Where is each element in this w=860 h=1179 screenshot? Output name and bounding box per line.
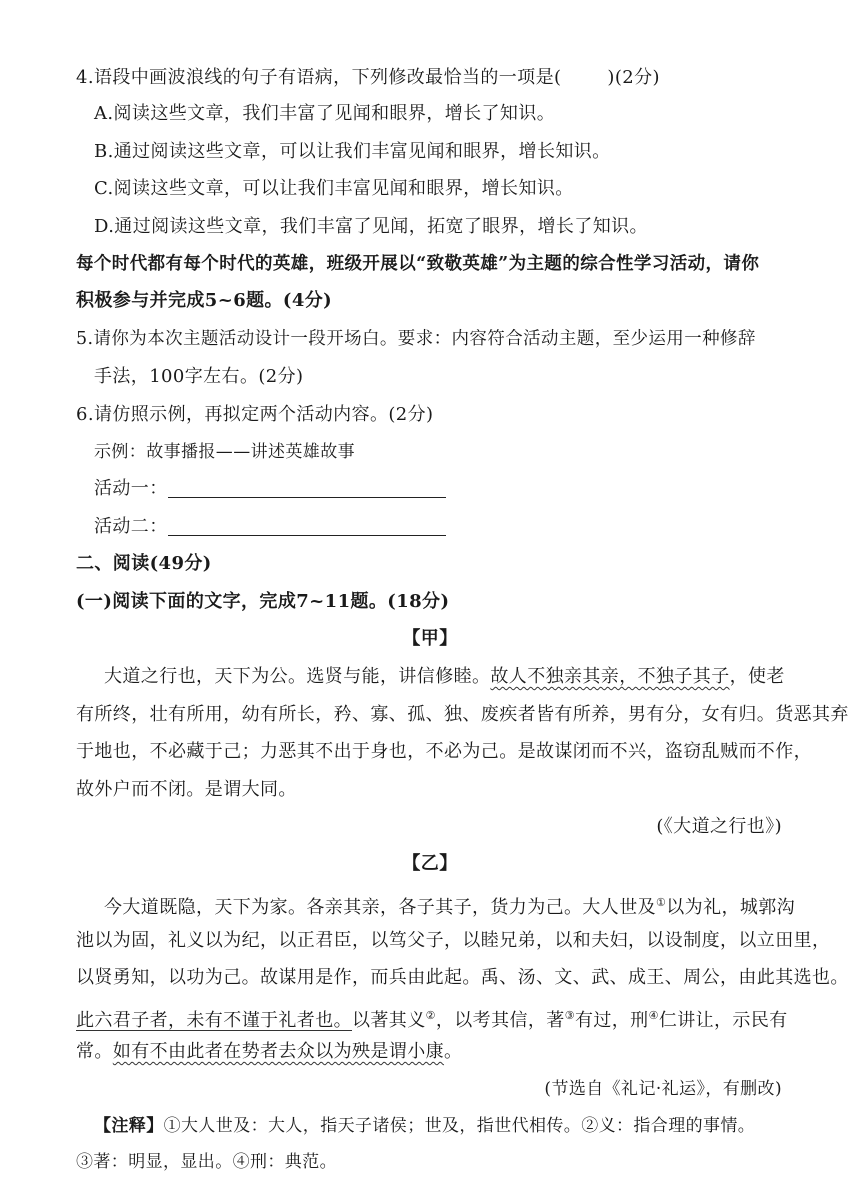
yi-line1-b: 以为礼，城郭沟 xyxy=(666,897,796,918)
yi-line4-b: 以著其义 xyxy=(352,1010,426,1031)
notes-line2: ③著：明显，显出。④刑：典范。 xyxy=(76,1152,337,1172)
yi-underlined-sentence: 此六君子者，未有不谨于礼者也。 xyxy=(76,1010,352,1031)
jia-source: (《大道之行也》) xyxy=(656,816,782,837)
yi-line2: 池以为固，礼义以为纪，以正君臣，以笃父子，以睦兄弟，以和夫妇，以设制度，以立田里， xyxy=(76,930,831,951)
activity-intro-line1: 每个时代都有每个时代的英雄，班级开展以“致敬英雄”为主题的综合性学习活动，请你 xyxy=(76,254,760,274)
jia-line1-c: ，使老 xyxy=(729,666,785,687)
q6-stem: 6.请仿照示例，再拟定两个活动内容。(2分) xyxy=(76,404,434,425)
jia-line1-a: 大道之行也，天下为公。选贤与能，讲信修睦。 xyxy=(104,666,491,687)
yi-line5-a: 常。 xyxy=(76,1041,113,1062)
yi-line5-c: 。 xyxy=(444,1041,463,1062)
note-marker-3: ③ xyxy=(564,1009,575,1022)
jia-line4: 故外户而不闭。是谓大同。 xyxy=(76,779,297,800)
jia-line1 xyxy=(104,665,785,689)
yi-line5 xyxy=(76,1040,462,1064)
section2-title: 二、阅读(49分) xyxy=(76,553,212,574)
yi-line1-a: 今大道既隐，天下为家。各亲其亲，各子其子，货力为己。大人世及 xyxy=(104,897,656,918)
q6-activity1 xyxy=(94,477,446,501)
activity2-blank[interactable] xyxy=(168,517,446,536)
jia-line2: 有所终，壮有所用，幼有所长，矜、寡、孤、独、废疾者皆有所养，男有分，女有归。货恶其弃 xyxy=(76,704,849,725)
q4-stem xyxy=(76,66,660,90)
notes-line1 xyxy=(94,1114,755,1138)
activity-intro-line2: 积极参与并完成5~6题。(4分) xyxy=(76,290,333,311)
section2-part1: (一)阅读下面的文字，完成7~11题。(18分) xyxy=(76,591,450,612)
activity1-blank[interactable] xyxy=(168,479,446,498)
q6-example: 示例：故事播报——讲述英雄故事 xyxy=(94,442,355,462)
notes-text-1: ①大人世及：大人，指天子诸侯；世及，指世代相传。②义：指合理的事情。 xyxy=(163,1116,756,1136)
activity2-label: 活动二： xyxy=(94,516,168,537)
yi-source: (节选自《礼记·礼运》，有删改) xyxy=(544,1079,782,1099)
note-marker-4: ④ xyxy=(648,1009,659,1022)
jia-heading: 【甲】 xyxy=(402,628,458,649)
q5-line1: 5.请你为本次主题活动设计一段开场白。要求：内容符合活动主题，至少运用一种修辞 xyxy=(76,329,756,349)
yi-line4 xyxy=(76,1004,788,1033)
notes-label: 【注释】 xyxy=(94,1116,164,1136)
q4-option-c: C.阅读这些文章，可以让我们丰富见闻和眼界，增长知识。 xyxy=(94,178,574,199)
note-marker-1: ① xyxy=(656,896,667,909)
yi-line3: 以贤勇知，以功为己。故谋用是作，而兵由此起。禹、汤、文、武、成王、周公，由此其选也。 xyxy=(76,967,849,988)
q5-line2: 手法，100字左右。(2分) xyxy=(94,366,304,387)
q4-option-b: B.通过阅读这些文章，可以让我们丰富见闻和眼界，增长知识。 xyxy=(94,141,611,162)
q4-option-a: A.阅读这些文章，我们丰富了见闻和眼界，增长了知识。 xyxy=(94,103,556,124)
yi-wavy-sentence: 如有不由此者在势者去众以为殃是谓小康 xyxy=(112,1041,445,1062)
q4-option-d: D.通过阅读这些文章，我们丰富了见闻，拓宽了眼界，增长了知识。 xyxy=(94,216,648,237)
yi-line4-e: 仁讲让，示民有 xyxy=(658,1010,788,1031)
q6-activity2 xyxy=(94,515,446,539)
yi-line1 xyxy=(104,891,795,920)
activity1-label: 活动一： xyxy=(94,478,168,499)
yi-heading: 【乙】 xyxy=(402,853,458,874)
q4-stem-text: 4.语段中画波浪线的句子有语病，下列修改最恰当的一项是( xyxy=(76,67,562,88)
yi-line4-d: 有过，刑 xyxy=(574,1010,649,1031)
jia-wavy-sentence: 故人不独亲其亲，不独子其子 xyxy=(490,666,730,687)
yi-line4-c: ，以考其信，著 xyxy=(435,1010,565,1031)
note-marker-2: ② xyxy=(425,1009,436,1022)
q4-score: )(2分) xyxy=(607,67,660,88)
jia-line3: 于地也，不必藏于己；力恶其不出于身也，不必为己。是故谋闭而不兴，盗窃乱贼而不作， xyxy=(76,741,812,762)
